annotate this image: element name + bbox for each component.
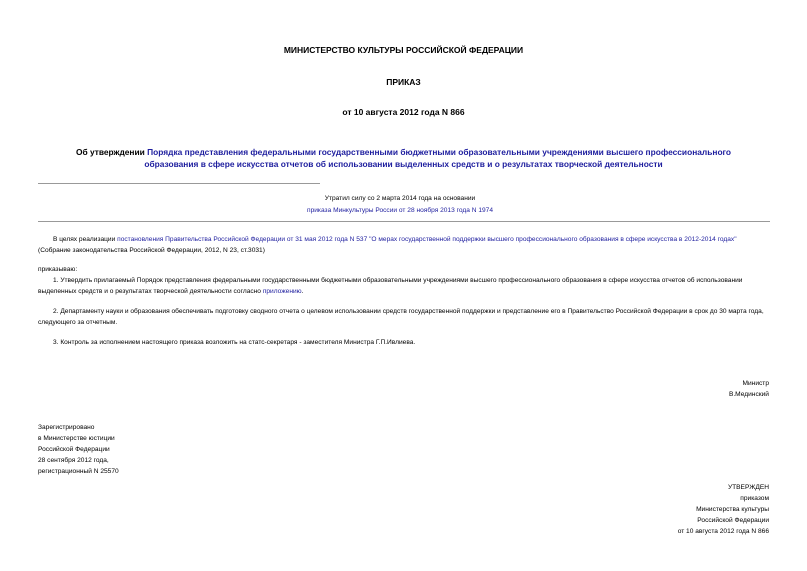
registration-line: 28 сентября 2012 года, — [38, 457, 109, 464]
intro-paragraph — [38, 234, 769, 256]
approval-line: Министерства культуры — [696, 506, 769, 513]
status-note-text: Утратил силу со 2 марта 2014 года на основании — [324, 195, 476, 202]
registration-line: Зарегистрировано — [38, 424, 95, 431]
intro-suffix: (Собрание законодательства Российской Федерации, 2012, N 23, ст.3031) — [38, 247, 265, 254]
intro-link[interactable]: постановления Правительства Российской Федерации от 31 мая 2012 года N 537 "О мерах государственной поддержки высшего профессионального образования в сфере искусства в 2012-2014 годах" — [117, 236, 737, 243]
approval-line: УТВЕРЖДЕН — [727, 484, 769, 491]
divider-short — [38, 183, 320, 184]
registration-line: регистрационный N 25570 — [38, 468, 119, 475]
approval-block — [678, 482, 769, 537]
document-title — [55, 146, 752, 170]
status-note-link[interactable]: приказа Минкультуры России от 28 ноября 2013 года N 1974 — [307, 207, 493, 214]
item-3: 3. Контроль за исполнением настоящего приказа возложить на статс-секретаря - заместителя Министра Г.П.Ивлиева. — [53, 339, 416, 346]
intro-prefix: В целях реализации — [53, 236, 118, 243]
item-1 — [38, 275, 769, 297]
registration-line: в Министерстве юстиции — [38, 435, 115, 442]
registration-block — [38, 422, 119, 477]
document-date: от 10 августа 2012 года N 866 — [342, 107, 465, 117]
item-1-suffix: . — [301, 288, 304, 295]
appendix-link[interactable]: приложению — [262, 288, 302, 295]
approval-line: приказом — [740, 495, 769, 502]
approval-line: Российской Федерации — [697, 517, 769, 524]
approval-line: от 10 августа 2012 года N 866 — [677, 528, 769, 535]
signature-position: Министр — [742, 380, 769, 387]
title-link[interactable]: Порядка представления федеральными государственными бюджетными образовательными учреждениями высшего профессионального образования в сфере искусства отчетов об использовании выделенных средств и о результатах творческой деятельности — [144, 147, 732, 169]
divider-long — [38, 221, 770, 222]
document-type: ПРИКАЗ — [386, 77, 421, 87]
registration-line: Российской Федерации — [38, 446, 110, 453]
item-2: 2. Департаменту науки и образования обеспечивать подготовку сводного отчета о целевом использовании средств государственной поддержки и представление его в Правительство Российской Федерации в срок до 30 марта года, следующего за отчетным. — [38, 308, 764, 326]
signature-name: В.Мединский — [728, 391, 769, 398]
ministry-heading: МИНИСТЕРСТВО КУЛЬТУРЫ РОССИЙСКОЙ ФЕДЕРАЦИИ — [283, 45, 524, 55]
order-word: приказываю: — [38, 266, 78, 273]
item-1-text: 1. Утвердить прилагаемый Порядок представления федеральными государственными бюджетными образовательными учреждениями высшего профессионального образования в сфере искусства отчетов об использовании выделенных средств и о результатах творческой деятельности согласно — [38, 277, 743, 295]
title-prefix: Об утверждении — [75, 147, 148, 157]
